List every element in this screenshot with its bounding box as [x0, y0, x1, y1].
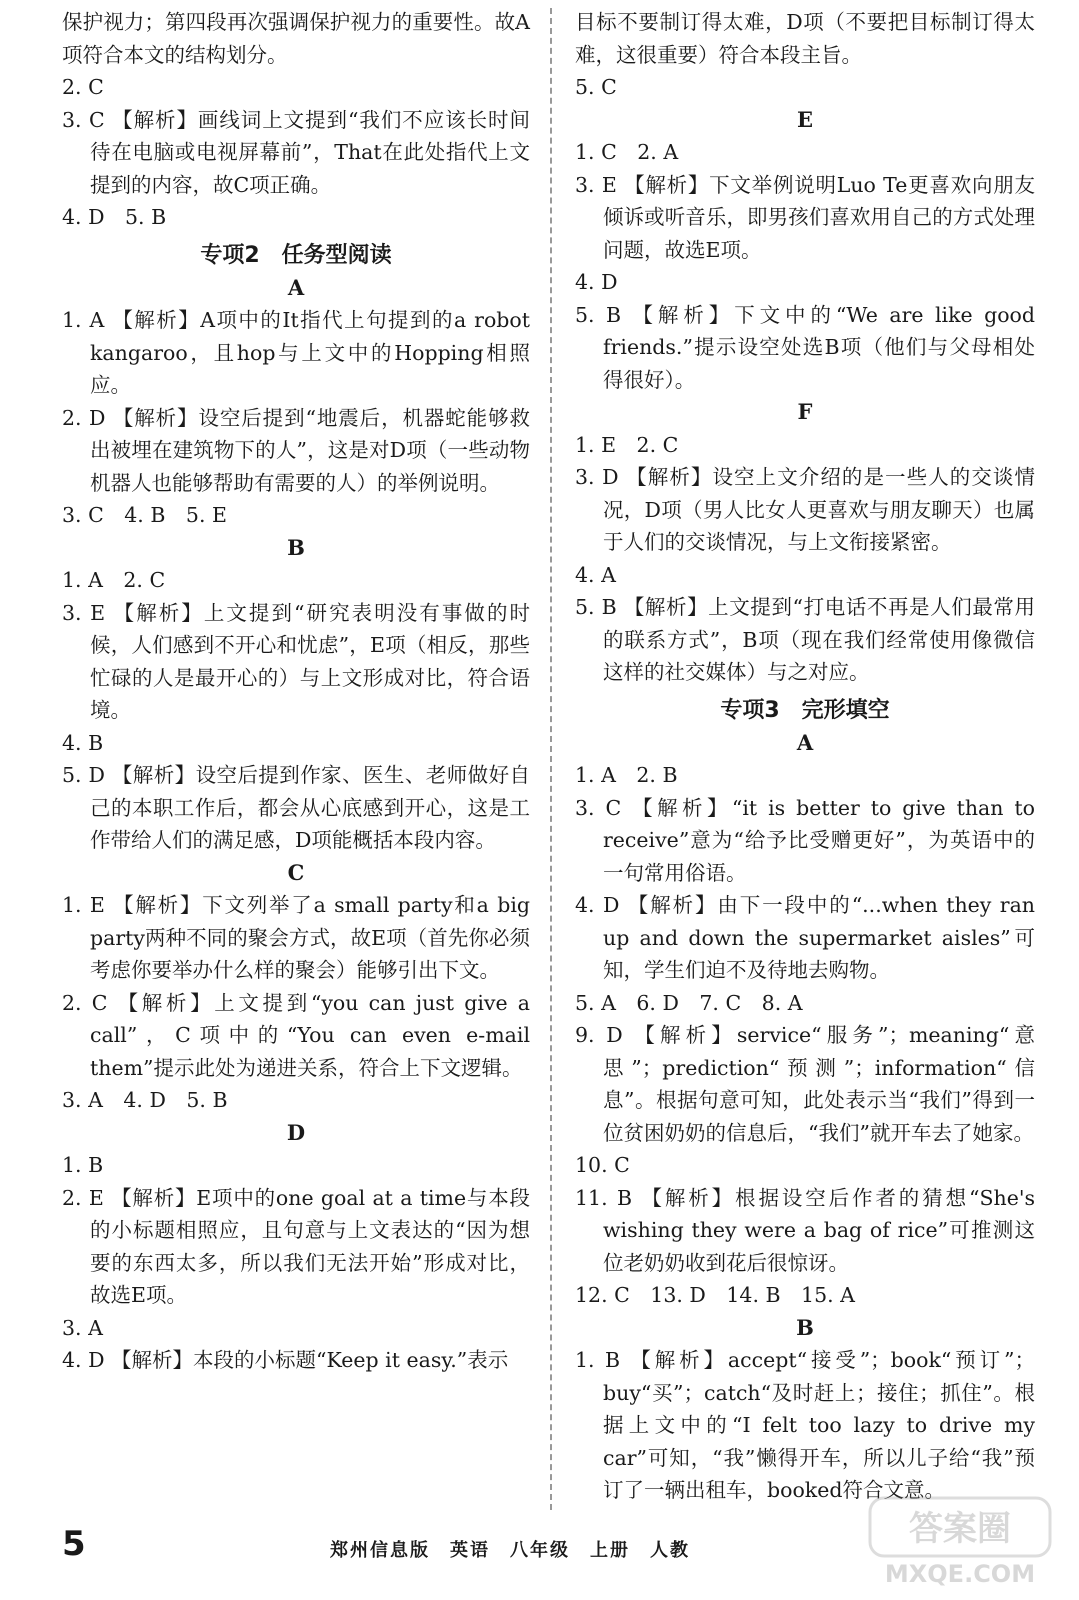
passage-letter: D: [286, 1119, 306, 1145]
answer-item: 4. B: [62, 730, 104, 755]
answer-item: 5. D 【解析】设空后提到作家、医生、老师做好自己的本职工作后，都会从心底感到开心，这是工作带给人们的满足感，D项能概括本段内容。: [62, 763, 530, 852]
answer-item: 5. B 【解析】上文提到“打电话不再是人们最常用的联系方式”，B项（现在我们经常使用像微信这样的社交媒体）与之对应。: [575, 595, 1035, 684]
left-column: [62, 6, 530, 1377]
answer-item: 1. E 【解析】下文列举了a small party和a big party两种不同的聚会方式，故E项（首先你必须考虑你要举办什么样的聚会）能够引出下文。: [62, 893, 530, 982]
answer-item: 1. A 2. C: [62, 568, 166, 592]
section-heading: 专项3 完形填空: [720, 697, 890, 723]
answer-item: 3. C 4. B 5. E: [62, 503, 227, 527]
passage-letter: F: [797, 399, 813, 424]
answer-item: 3. A 4. D 5. B: [62, 1088, 228, 1112]
answer-item: 1. C 2. A: [575, 140, 679, 164]
answer-item: 2. C 【解析】上文提到“you can just give a call”，C项中的“You can even e-mail them”提示此处为递进关系，符合上下文逻辑。: [62, 990, 530, 1080]
passage-letter: B: [796, 1314, 814, 1340]
answer-item: 1. E 2. C: [575, 432, 679, 457]
answer-item: 11. B 【解析】根据设空后作者的猜想“She's wishing they were a bag of rice”可推测这位老奶奶收到花后很惊讶。: [575, 1185, 1035, 1275]
answer-item: 2. D 【解析】设空后提到“地震后，机器蛇能够救出被埋在建筑物下的人”，这是对D项（一些动物机器人也能够帮助有需要的人）的举例说明。: [62, 405, 530, 495]
page-number: 5: [62, 1524, 86, 1564]
answer-item: 4. D 【解析】本段的小标题“Keep it easy.”表示: [62, 1348, 509, 1372]
answer-item: 3. E 【解析】下文举例说明Luo Te更喜欢向朋友倾诉或听音乐，即男孩们喜欢用自己的方式处理问题，故选E项。: [575, 172, 1035, 262]
answer-item: 3. D 【解析】设空上文介绍的是一些人的交谈情况，D项（男人比女人更喜欢与朋友聊天）也属于人们的交谈情况，与上文衔接紧密。: [575, 465, 1035, 554]
answer-item: 2. E 【解析】E项中的one goal at a time与本段的小标题相照应，且句意与上文表达的“因为想要的东西太多，所以我们无法开始”形成对比，故选E项。: [62, 1185, 530, 1307]
answer-item: 3. C 【解析】画线词上文提到“我们不应该长时间待在电脑或电视屏幕前”，That在此处指代上文提到的内容，故C项正确。: [62, 107, 530, 197]
right-column: [575, 6, 1035, 1507]
answer-item: 1. B 【解析】accept“接受”；book“预订”；buy“买”；catch“及时赶上；接住；抓住”。根据上文中的“I felt too lazy to drive my car”可知，“我”懒得开车，所以儿子给“我”预订了一辆出租车，booked符合文意。: [575, 1348, 1035, 1502]
answer-continuation: 保护视力；第四段再次强调保护视力的重要性。故A项符合本文的结构划分。: [62, 10, 530, 67]
passage-letter: E: [796, 106, 813, 132]
answer-item: 4. D: [575, 270, 618, 294]
answer-item: 1. B: [62, 1153, 104, 1177]
passage-letter: C: [287, 859, 305, 885]
watermark-logo: [860, 1490, 1060, 1590]
passage-letter: B: [287, 534, 305, 560]
answer-item: 4. D 【解析】由下一段中的“...when they ran up and down the supermarket aisles”可知，学生们迫不及待地去购物。: [575, 893, 1035, 982]
section-heading: 专项2 任务型阅读: [200, 242, 392, 268]
watermark-bottom-text: MXQE.COM: [884, 1560, 1036, 1588]
passage-letter: A: [796, 729, 814, 755]
answer-item: 3. C 【解析】“it is better to give than to receive”意为“给予比受赠更好”，为英语中的一句常用俗语。: [575, 795, 1035, 885]
passage-letter: A: [287, 274, 305, 300]
answer-item: 3. E 【解析】上文提到“研究表明没有事做的时候，人们感到不开心和忧虑”，E项（相反，那些忙碌的人是最开心的）与上文形成对比，符合语境。: [62, 600, 530, 722]
answer-item: 9. D 【解析】service“服务”；meaning“意思”；prediction“预测”；information“信息”。根据句意可知，此处表示当“我们”得到一位贫困奶奶的信息后，“我们”就开车去了她家。: [575, 1023, 1035, 1145]
answer-item: 4. A: [575, 562, 616, 587]
watermark-top-text: 答案圈: [909, 1509, 1011, 1549]
answer-item: 2. C: [62, 75, 104, 99]
answer-continuation: 目标不要制订得太难，D项（不要把目标制订得太难，这很重要）符合本段主旨。: [575, 10, 1035, 67]
answer-item: 5. C: [575, 75, 617, 99]
answer-item: 5. A 6. D 7. C 8. A: [575, 990, 803, 1015]
answer-item: 1. A 【解析】A项中的It指代上句提到的a robot kangaroo，且hop与上文中的Hopping相照应。: [62, 308, 530, 397]
column-divider: [550, 8, 552, 1510]
answer-item: 12. C 13. D 14. B 15. A: [575, 1283, 855, 1307]
answer-item: 3. A: [62, 1315, 103, 1340]
answer-item: 5. B 【解析】下文中的“We are like good friends.”提示设空处选B项（他们与父母相处得很好）。: [575, 302, 1035, 392]
answer-item: 1. A 2. B: [575, 763, 678, 787]
footer-edition-text: 郑州信息版 英语 八年级 上册 人教: [330, 1540, 690, 1561]
answer-item: 4. D 5. B: [62, 205, 167, 229]
answer-item: 10. C: [575, 1153, 630, 1177]
